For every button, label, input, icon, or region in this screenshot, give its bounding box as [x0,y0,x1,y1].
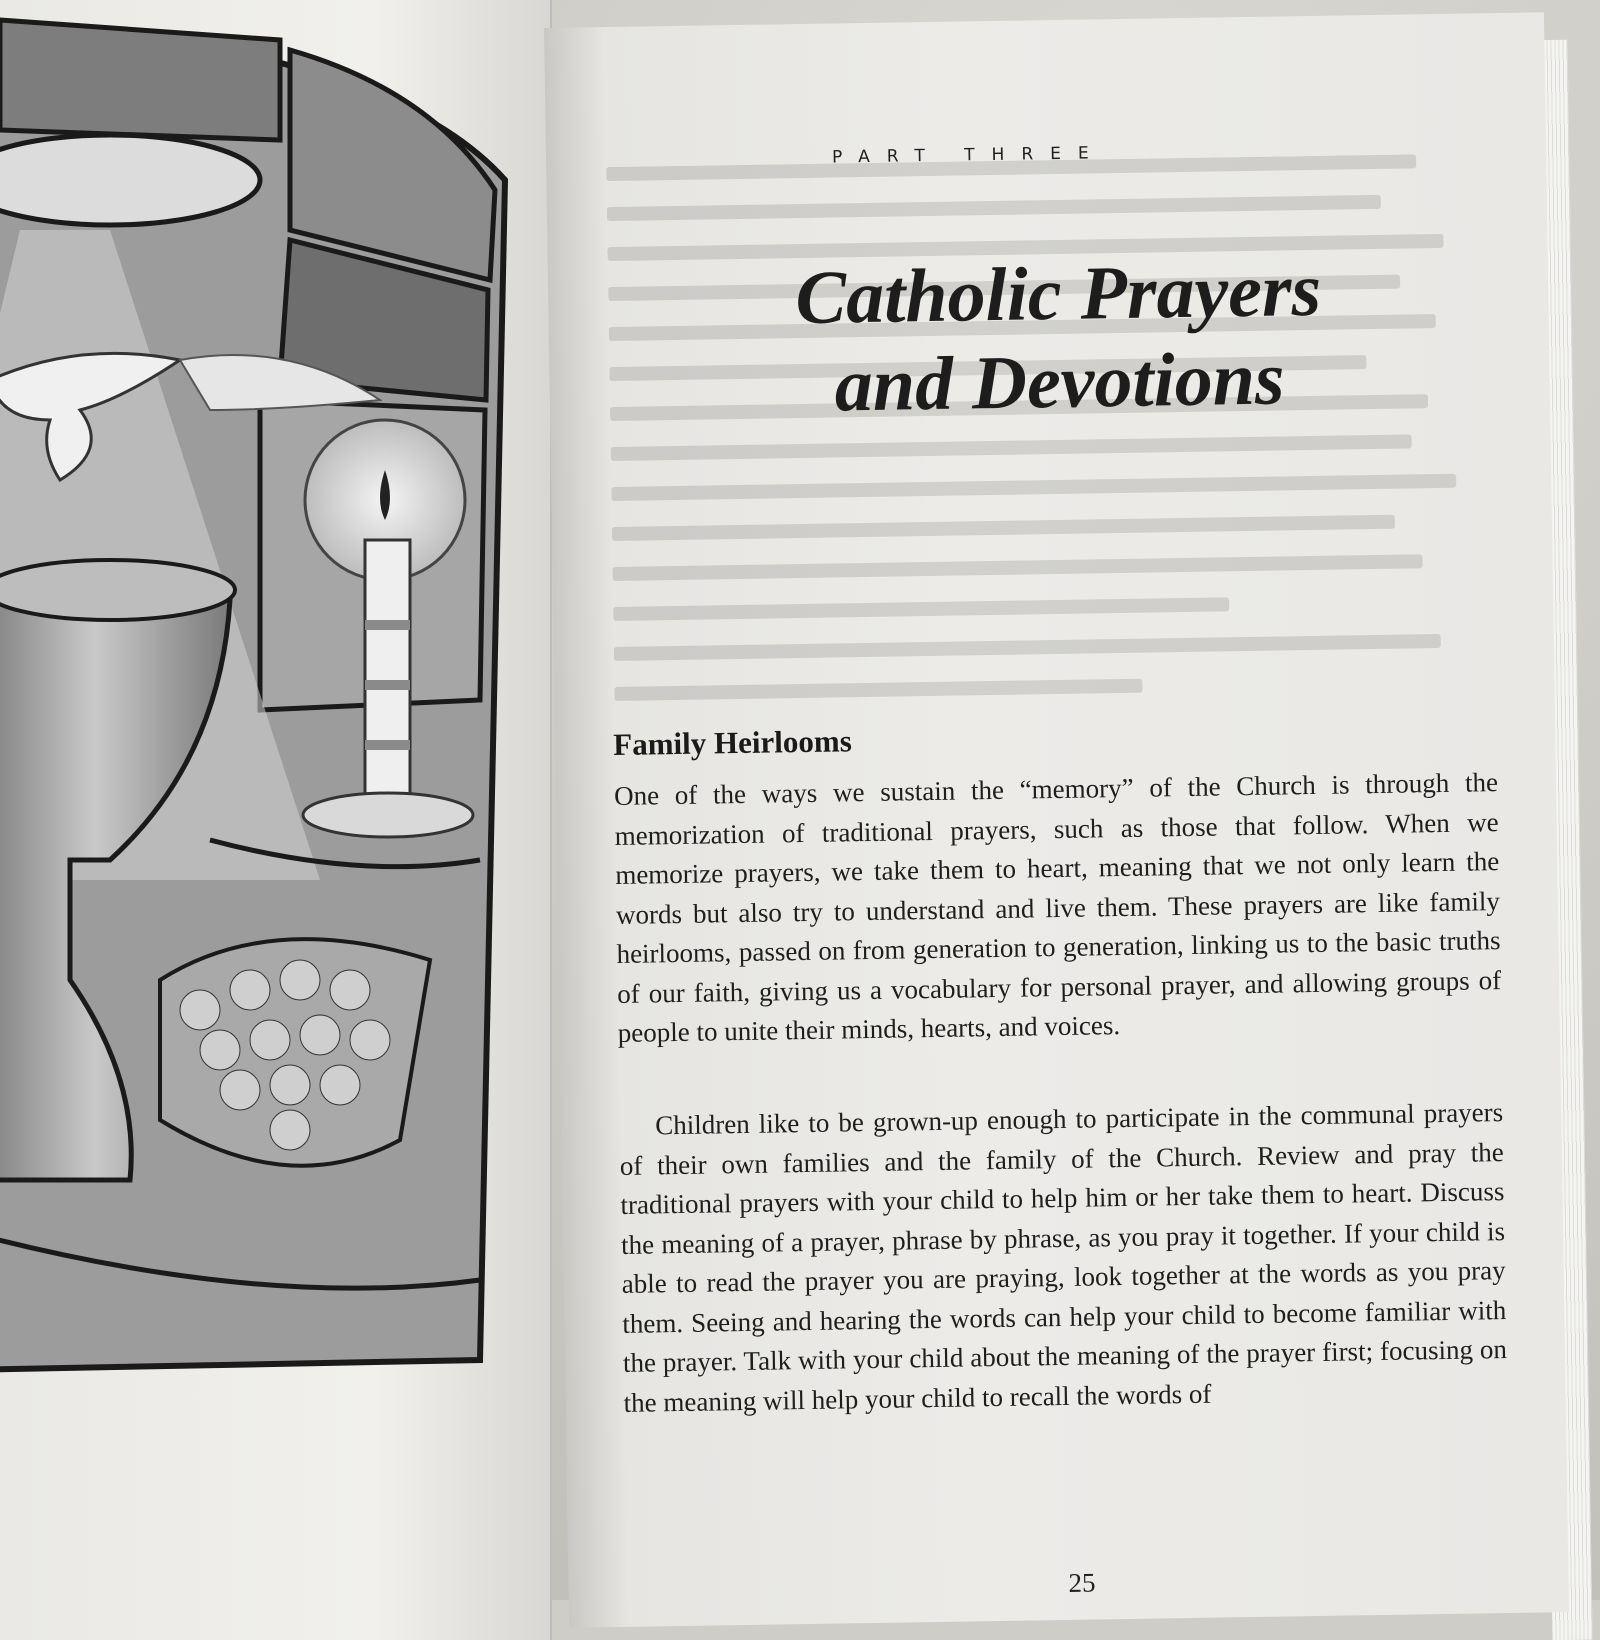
chapter-title [678,244,1441,432]
chapter-title-line-1: Catholic Prayers [794,247,1322,341]
left-page [0,0,552,1640]
stained-glass-illustration [0,0,520,1390]
body-paragraph-1: One of the ways we sustain the “memory” of the Church is through the memorization of traditional prayers, such as those that follow. When we memorize prayers, we take them to heart, meaning that we not only learn the words but also try to understand and live them. These prayers are like family heirlooms, passed on from generation to generation, linking us to the basic truths of our faith, giving us a vocabulary for personal prayer, and allowing groups of people to unite their minds, hearts, and voices. [613,767,1502,1048]
right-page [544,12,1569,1628]
bleed-through-text [606,153,1495,727]
part-label: PART THREE [831,143,1106,168]
grapes-cluster [160,939,430,1166]
page-number: 25 [1068,1567,1096,1598]
section-heading: Family Heirlooms [612,723,852,762]
body-paragraph-2: Children like to be grown-up enough to participate in the communal prayers of their own families and the family of the Church. Review and pray the traditional prayers with your child to help him or her take them to heart. Discuss the meaning of a prayer, phrase by phrase, as you pray it together. If your child is able to read the prayer you are praying, look together at the words as you pray them. Seeing and hearing the words can help your child to become familiar with the prayer. Talk with your child about the meaning of the prayer first; focusing on the meaning will help your child to recall the words of [619,1097,1508,1418]
chapter-title-line-2: and Devotions [834,336,1286,428]
